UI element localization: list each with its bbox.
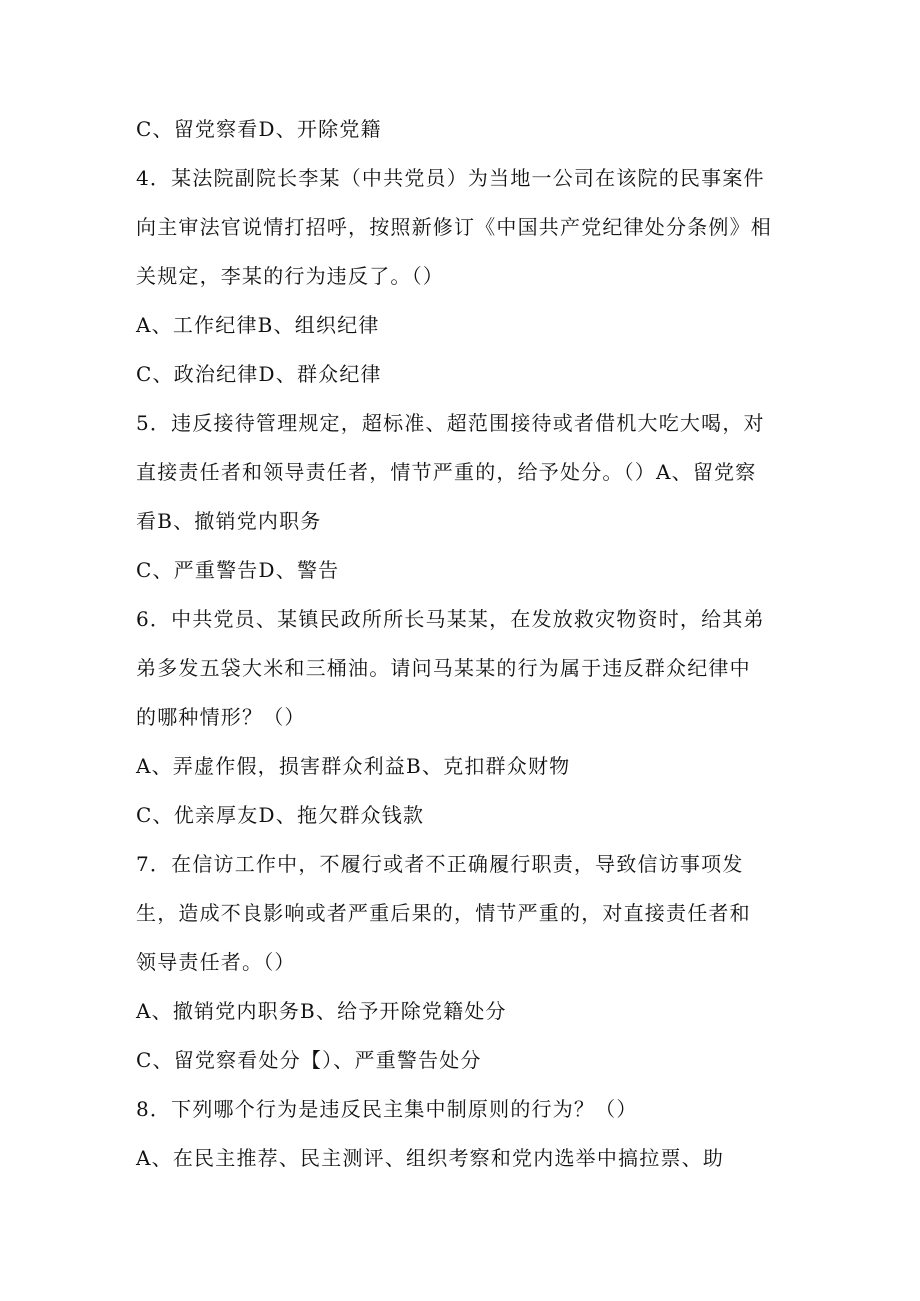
- text-line: A、工作纪律B、组织纪律: [136, 313, 380, 337]
- text-line: 7．在信访工作中，不履行或者不正确履行职责，导致信访事项发: [136, 852, 744, 876]
- text-line: 6．中共党员、某镇民政所所长马某某，在发放救灾物资时，给其弟: [136, 607, 765, 631]
- text-line: 看B、撤销党内职务: [136, 509, 322, 533]
- text-line: A、在民主推荐、民主测评、组织考察和党内选举中搞拉票、助: [136, 1146, 725, 1170]
- text-line: C、政治纪律D、群众纪律: [136, 362, 382, 386]
- text-line: A、撤销党内职务B、给予开除党籍处分: [136, 999, 507, 1023]
- text-line: 领导责任者。（）: [136, 950, 296, 974]
- text-line: 4．某法院副院长李某（中共党员）为当地一公司在该院的民事案件: [136, 166, 765, 190]
- text-line: C、优亲厚友D、拖欠群众钱款: [136, 803, 425, 827]
- text-line: A、弄虚作假，损害群众利益B、克扣群众财物: [136, 754, 571, 778]
- text-line: 直接责任者和领导责任者，情节严重的，给予处分。（）A、留党察: [136, 460, 757, 484]
- text-line: 向主审法官说情打招呼，按照新修订《中国共产党纪律处分条例》相: [136, 215, 772, 239]
- text-line: 生，造成不良影响或者严重后果的，情节严重的，对直接责任者和: [136, 901, 751, 925]
- text-line: 5．违反接待管理规定，超标准、超范围接待或者借机大吃大喝，对: [136, 411, 765, 435]
- text-line: C、留党察看D、开除党籍: [136, 117, 382, 141]
- text-line: 8．下列哪个行为是违反民主集中制原则的行为？（）: [136, 1097, 638, 1121]
- text-line: 的哪种情形？（）: [136, 705, 306, 729]
- text-line: 弟多发五袋大米和三桶油。请问马某某的行为属于违反群众纪律中: [136, 656, 751, 680]
- text-line: C、留党察看处分【）、严重警告处分: [136, 1048, 482, 1072]
- text-line: C、严重警告D、警告: [136, 558, 340, 582]
- text-line: 关规定，李某的行为违反了。（）: [136, 264, 444, 288]
